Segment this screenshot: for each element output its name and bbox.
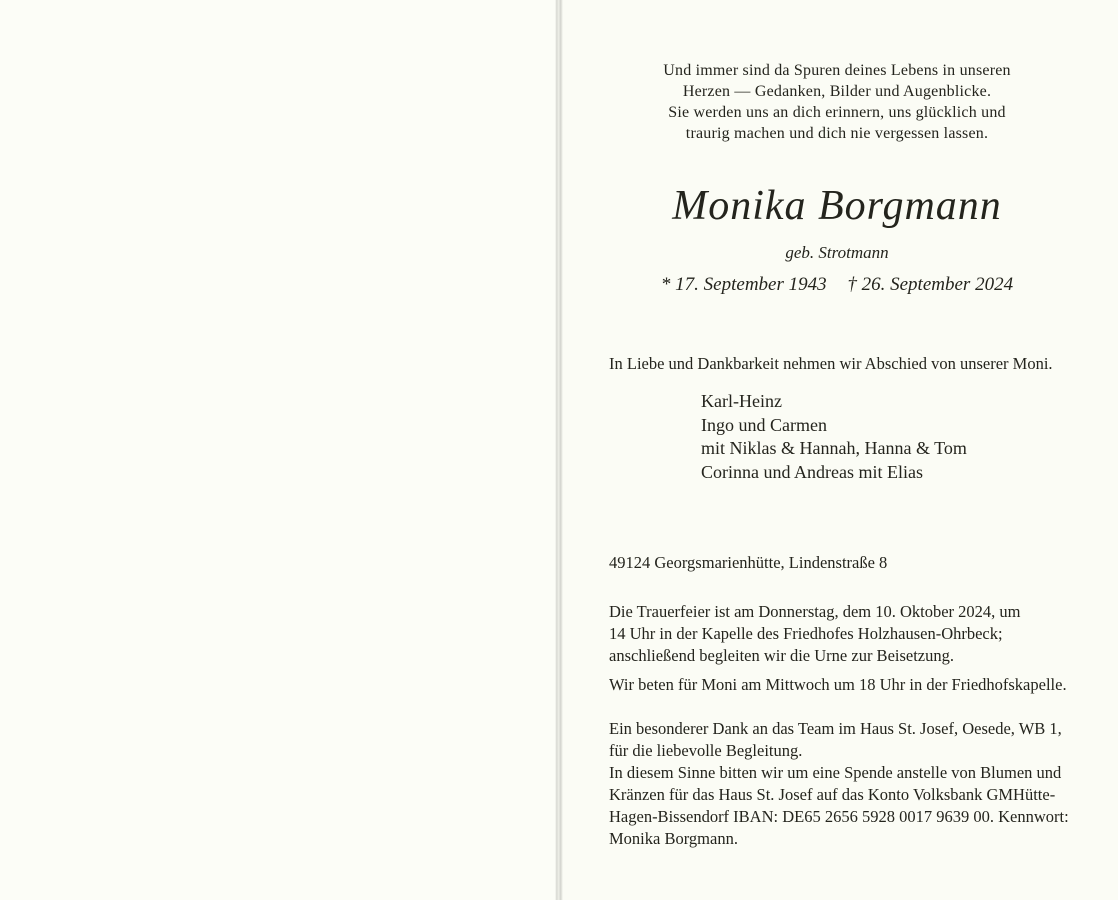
deceased-name: Monika Borgmann	[672, 183, 1002, 229]
funeral-info-line: anschließend begleiten wir die Urne zur Beisetzung.	[609, 646, 955, 665]
verse-line: Herzen — Gedanken, Bilder und Augenblicke.	[682, 83, 992, 100]
funeral-info	[609, 601, 1109, 667]
verse-line: Und immer sind da Spuren deines Lebens in unseren	[663, 62, 1011, 79]
thanks-line: Hagen-Bissendorf IBAN: DE65 2656 5928 0017 9639 00. Kennwort:	[609, 807, 1069, 826]
birth-date: * 17. September 1943	[660, 274, 827, 295]
thanks-line: für die liebevolle Begleitung.	[609, 741, 803, 760]
thanks-line: Ein besonderer Dank an das Team im Haus St. Josef, Oesede, WB 1,	[609, 719, 1062, 738]
thanks-line: In diesem Sinne bitten wir um eine Spende anstelle von Blumen und	[609, 763, 1062, 782]
funeral-info-line: Die Trauerfeier ist am Donnerstag, dem 10. Oktober 2024, um	[609, 602, 1021, 621]
mourner-line: mit Niklas & Hannah, Hanna & Tom	[701, 438, 967, 458]
farewell-sentence: In Liebe und Dankbarkeit nehmen wir Abschied von unserer Moni.	[609, 354, 1053, 373]
mourner-line: Corinna und Andreas mit Elias	[701, 461, 923, 482]
mourner-line: Karl-Heinz	[701, 391, 782, 411]
card-right-page	[563, 0, 1118, 900]
maiden-name: geb. Strotmann	[785, 243, 889, 262]
death-date: † 26. September 2024	[847, 274, 1014, 295]
card-left-page	[0, 0, 556, 900]
address-line: 49124 Georgsmarienhütte, Lindenstraße 8	[609, 553, 888, 572]
mourners-list	[701, 390, 1101, 484]
mourner-line: Ingo und Carmen	[701, 414, 827, 435]
memorial-verse	[563, 60, 1111, 144]
life-dates	[563, 274, 1111, 296]
funeral-info-line: 14 Uhr in der Kapelle des Friedhofes Holzhausen-Ohrbeck;	[609, 624, 1003, 643]
thanks-donation-info	[609, 718, 1114, 850]
fold-crease	[555, 0, 563, 900]
verse-line: traurig machen und dich nie vergessen lassen.	[685, 125, 989, 142]
thanks-line: Kränzen für das Haus St. Josef auf das Konto Volksbank GMHütte-	[609, 785, 1056, 804]
prayer-info: Wir beten für Moni am Mittwoch um 18 Uhr in der Friedhofskapelle.	[609, 675, 1067, 694]
verse-line: Sie werden uns an dich erinnern, uns glücklich und	[668, 104, 1006, 121]
thanks-line: Monika Borgmann.	[609, 829, 738, 848]
